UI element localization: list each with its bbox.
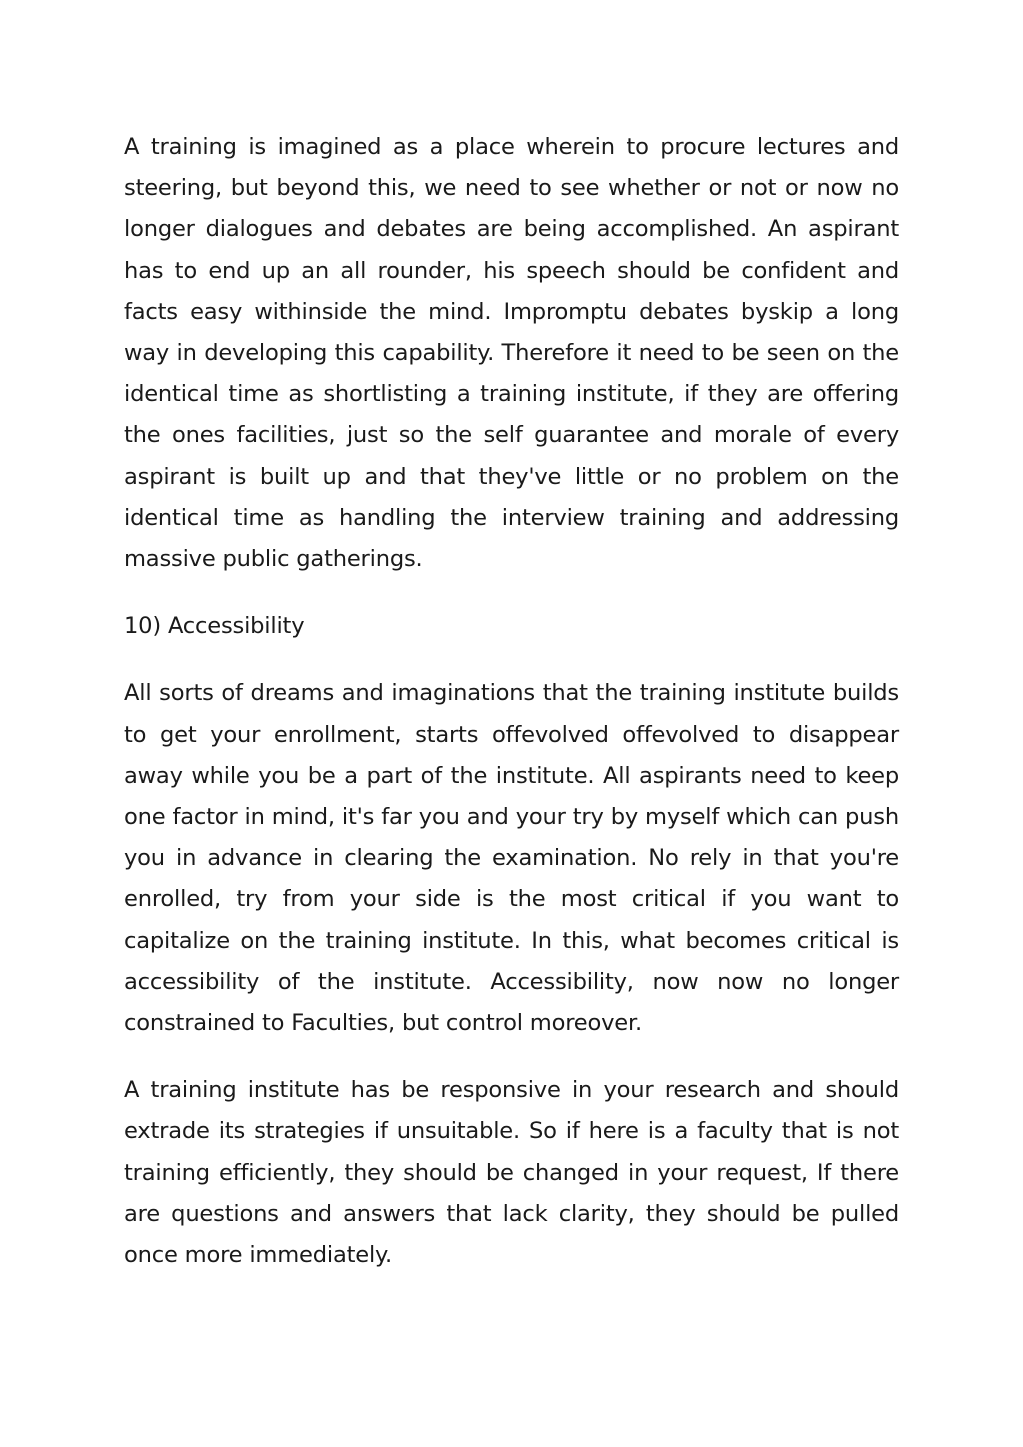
paragraph-coaching-debates: A training is imagined as a place wherein to procure lectures and steering, but beyond this, we need to see whether or not or now no longer dialogues and debates are being accomplished. An aspirant has to end up an all rounder, his speech should be confident and facts easy withinside the mind. Impromptu debates byskip a long way in developing this capability. Therefore it need to be seen on the identical time as shortlisting a training institute, if they are offering the ones facilities, just so the self guarantee and morale of every aspirant is built up and that they've little or no problem on the identical time as handling the interview training and addressing massive public gatherings. — [124, 134, 899, 573]
paragraph-responsiveness: A training institute has be responsive in your research and should extrade its strategies if unsuitable. So if here is a faculty that is not training efficiently, they should be changed in your request, If there are questions and answers that lack clarity, they should be pulled once more immediately. — [124, 1077, 899, 1269]
section-heading-accessibility: 10) Accessibility — [124, 613, 305, 640]
paragraph-accessibility: All sorts of dreams and imaginations that the training institute builds to get your enrollment, starts offevolved offevolved to disappear away while you be a part of the institute. All aspirants need to keep one factor in mind, it's far you and your try by myself which can push you in advance in clearing the examination. No rely in that you're enrolled, try from your side is the most critical if you want to capitalize on the training institute. In this, what becomes critical is accessibility of the institute. Accessibility, now now no longer constrained to Faculties, but control moreover. — [124, 680, 899, 1037]
document-body — [124, 127, 899, 1302]
